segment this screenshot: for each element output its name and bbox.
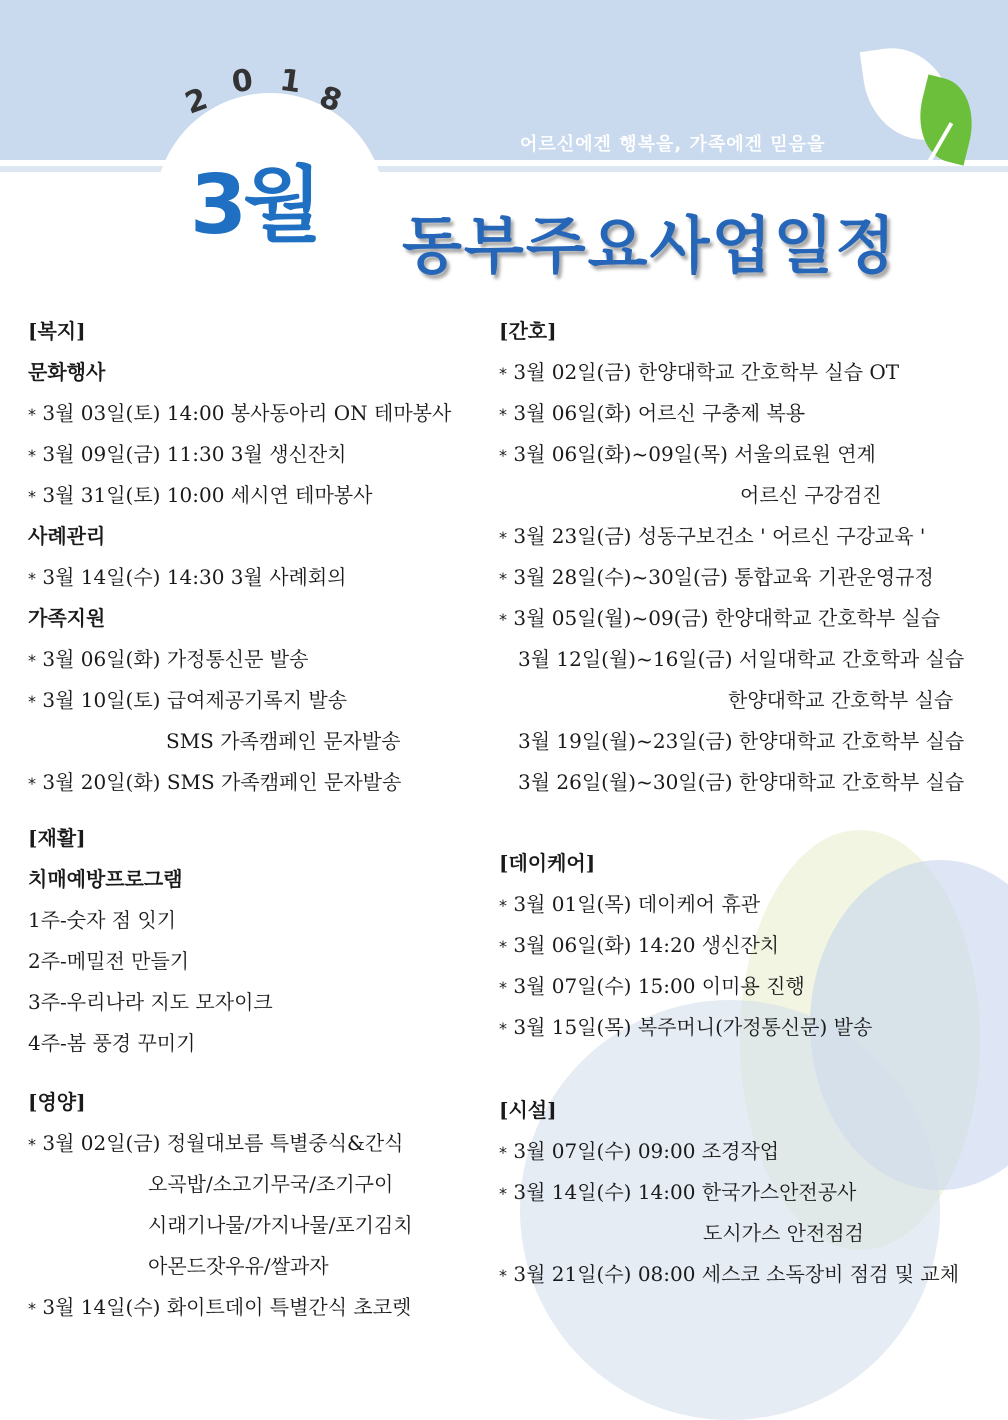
item-text: 3월 10일(토) 급여제공기록지 발송 bbox=[42, 688, 348, 712]
bullet: * bbox=[499, 364, 507, 383]
list-item bbox=[499, 1261, 959, 1289]
item-text: 3월 28일(수)~30일(금) 통합교육 기관운영규정 bbox=[513, 565, 934, 589]
bullet: * bbox=[499, 528, 507, 547]
bullet: * bbox=[28, 569, 36, 588]
list-item bbox=[499, 564, 934, 592]
list-item: 1주-숫자 점 잇기 bbox=[28, 908, 177, 932]
subheading-culture: 문화행사 bbox=[28, 360, 106, 384]
list-item bbox=[28, 564, 347, 592]
section-heading-nursing: [간호] bbox=[499, 319, 557, 343]
list-item: 4주-봄 풍경 꾸미기 bbox=[28, 1031, 196, 1055]
item-continuation: 한양대학교 간호학부 실습 bbox=[728, 688, 954, 712]
item-text: 3월 03일(토) 14:00 봉사동아리 ON 테마봉사 bbox=[42, 401, 452, 425]
item-text: 3월 05일(월)~09(금) 한양대학교 간호학부 실습 bbox=[513, 606, 941, 630]
list-item: 3주-우리나라 지도 모자이크 bbox=[28, 990, 273, 1014]
section-heading-facility: [시설] bbox=[499, 1098, 557, 1122]
bullet: * bbox=[28, 487, 36, 506]
item-text: 3월 20일(화) SMS 가족캠페인 문자발송 bbox=[42, 770, 402, 794]
list-item bbox=[499, 1138, 779, 1166]
bullet: * bbox=[28, 651, 36, 670]
header-band bbox=[0, 0, 1008, 160]
subheading-family: 가족지원 bbox=[28, 606, 106, 630]
bullet: * bbox=[499, 569, 507, 588]
bullet: * bbox=[28, 692, 36, 711]
item-text: 3월 06일(화) 14:20 생신잔치 bbox=[513, 933, 780, 957]
list-item bbox=[28, 441, 347, 469]
item-text: 3월 09일(금) 11:30 3월 생신잔치 bbox=[42, 442, 347, 466]
list-item: 2주-메밀전 만들기 bbox=[28, 949, 190, 973]
item-text: 3월 21일(수) 08:00 세스코 소독장비 점검 및 교체 bbox=[513, 1262, 960, 1286]
bullet: * bbox=[28, 405, 36, 424]
item-text: 3월 14일(수) 화이트데이 특별간식 초코렛 bbox=[42, 1295, 412, 1319]
list-item bbox=[499, 1014, 872, 1042]
bullet: * bbox=[28, 1299, 36, 1318]
item-continuation: 3월 19일(월)~23일(금) 한양대학교 간호학부 실습 bbox=[518, 729, 965, 753]
section-heading-rehab: [재활] bbox=[28, 826, 86, 850]
page-title: 동부주요사업일정 bbox=[402, 209, 898, 282]
item-text: 3월 14일(수) 14:00 한국가스안전공사 bbox=[513, 1180, 857, 1204]
item-continuation: 도시가스 안전점검 bbox=[703, 1221, 864, 1245]
list-item bbox=[28, 646, 308, 674]
bullet: * bbox=[499, 1184, 507, 1203]
bullet: * bbox=[499, 405, 507, 424]
subheading-case: 사례관리 bbox=[28, 524, 106, 548]
bullet: * bbox=[499, 896, 507, 915]
list-item bbox=[28, 482, 372, 510]
section-heading-daycare: [데이케어] bbox=[499, 851, 596, 875]
item-text: 3월 06일(화) 어르신 구충제 복용 bbox=[513, 401, 806, 425]
list-item bbox=[28, 1130, 404, 1158]
bullet: * bbox=[499, 1266, 507, 1285]
item-text: 3월 14일(수) 14:30 3월 사례회의 bbox=[42, 565, 347, 589]
header-stripe bbox=[0, 166, 1008, 172]
list-item bbox=[499, 891, 760, 919]
bullet: * bbox=[499, 446, 507, 465]
bullet: * bbox=[499, 610, 507, 629]
bullet: * bbox=[499, 937, 507, 956]
bullet: * bbox=[28, 774, 36, 793]
list-item bbox=[499, 973, 805, 1001]
decorative-shape bbox=[520, 1000, 940, 1420]
list-item bbox=[499, 523, 925, 551]
list-item bbox=[28, 687, 347, 715]
item-continuation: 어르신 구강검진 bbox=[740, 483, 882, 507]
year-digit: 1 bbox=[277, 62, 304, 101]
item-text: 3월 01일(목) 데이케어 휴관 bbox=[513, 892, 761, 916]
bullet: * bbox=[499, 1019, 507, 1038]
list-item bbox=[499, 932, 779, 960]
list-item bbox=[28, 769, 401, 797]
item-text: 3월 02일(금) 정월대보름 특별중식&간식 bbox=[42, 1131, 404, 1155]
item-continuation: SMS 가족캠페인 문자발송 bbox=[166, 729, 401, 753]
list-item bbox=[28, 1294, 411, 1322]
item-continuation: 시래기나물/가지나물/포기김치 bbox=[148, 1213, 413, 1237]
item-text: 3월 07일(수) 09:00 조경작업 bbox=[513, 1139, 780, 1163]
item-text: 3월 02일(금) 한양대학교 간호학부 실습 OT bbox=[513, 360, 900, 384]
item-continuation: 3월 12일(월)~16일(금) 서일대학교 간호학과 실습 bbox=[518, 647, 965, 671]
item-text: 3월 31일(토) 10:00 세시연 테마봉사 bbox=[42, 483, 373, 507]
bullet: * bbox=[499, 978, 507, 997]
list-item bbox=[499, 605, 940, 633]
year-digit: 2 bbox=[180, 81, 213, 122]
section-heading-nutrition: [영양] bbox=[28, 1090, 86, 1114]
list-item bbox=[499, 1179, 856, 1207]
item-text: 3월 07일(수) 15:00 이미용 진행 bbox=[513, 974, 805, 998]
month-label: 3월 bbox=[190, 158, 319, 253]
slogan: 어르신에겐 행복을, 가족에겐 믿음을 bbox=[520, 134, 826, 155]
item-continuation: 아몬드잣우유/쌀과자 bbox=[148, 1254, 329, 1278]
list-item bbox=[499, 400, 805, 428]
item-text: 3월 23일(금) 성동구보건소 ' 어르신 구강교육 ' bbox=[513, 524, 926, 548]
item-text: 3월 15일(목) 복주머니(가정통신문) 발송 bbox=[513, 1015, 873, 1039]
section-heading-welfare: [복지] bbox=[28, 319, 86, 343]
bullet: * bbox=[499, 1143, 507, 1162]
year-digit: 0 bbox=[229, 62, 256, 101]
year-label bbox=[180, 60, 350, 120]
item-continuation: 오곡밥/소고기무국/조기구이 bbox=[148, 1172, 394, 1196]
item-text: 3월 06일(화) 가정통신문 발송 bbox=[42, 647, 309, 671]
list-item bbox=[499, 441, 876, 469]
bullet: * bbox=[28, 1135, 36, 1154]
item-continuation: 3월 26일(월)~30일(금) 한양대학교 간호학부 실습 bbox=[518, 770, 965, 794]
item-text: 3월 06일(화)~09일(목) 서울의료원 연계 bbox=[513, 442, 876, 466]
header-divider bbox=[0, 160, 1008, 190]
list-item bbox=[499, 359, 899, 387]
subheading-program: 치매예방프로그램 bbox=[28, 867, 183, 891]
bullet: * bbox=[28, 446, 36, 465]
year-digit: 8 bbox=[314, 79, 347, 120]
list-item bbox=[28, 400, 451, 428]
